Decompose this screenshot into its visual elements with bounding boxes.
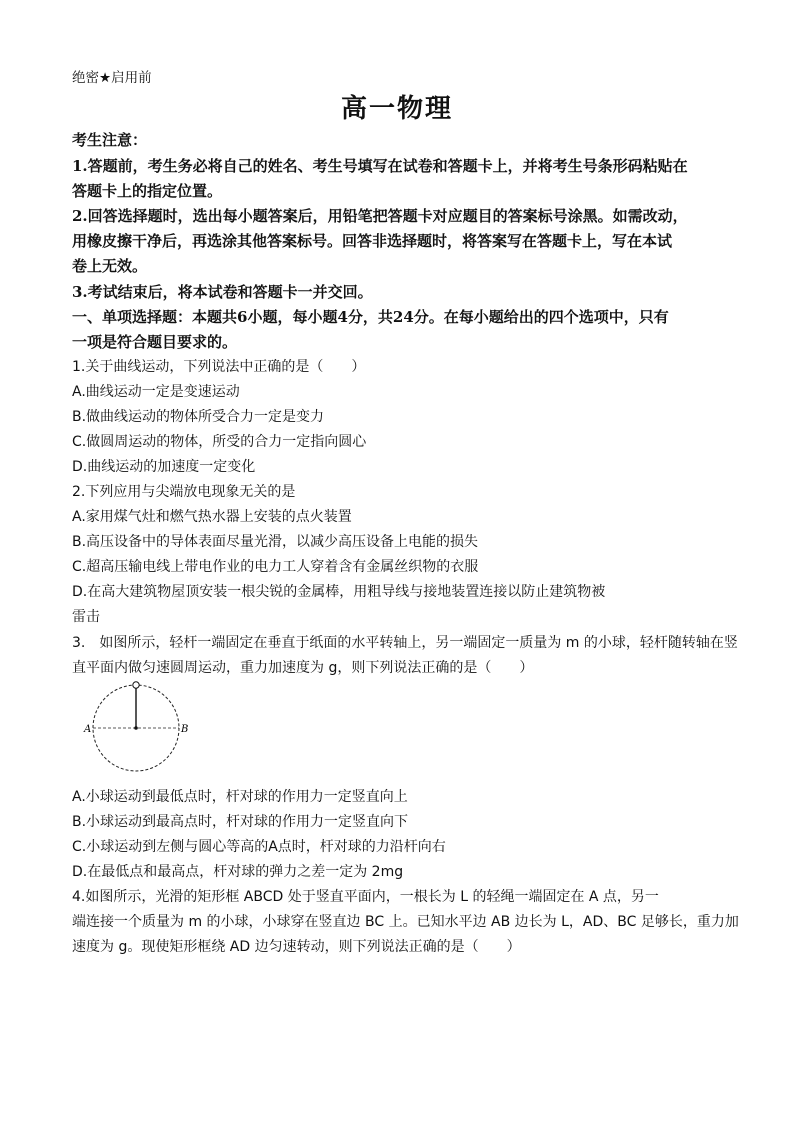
- q2-option-c: C.超高压输电线上带电作业的电力工人穿着含有金属丝织物的衣服: [72, 559, 479, 575]
- q2-option-d-cont: 雷击: [72, 609, 100, 625]
- notice-heading: 考生注意：: [72, 131, 148, 149]
- label-b: B: [181, 724, 189, 735]
- q3-option-d: D.在最低点和最高点，杆对球的弹力之差一定为 2mg: [72, 864, 404, 880]
- confidential-mark: 绝密★启用前: [72, 70, 152, 86]
- notice-2b: 用橡皮擦干净后，再选涂其他答案标号。回答非选择题时，将答案写在答题卡上，写在本试: [72, 232, 673, 250]
- notice-3: 3.考试结束后，将本试卷和答题卡一并交回。: [72, 283, 373, 301]
- notice-1b: 答题卡上的指定位置。: [72, 182, 223, 200]
- q3-stem-1: 3. 如图所示，轻杆一端固定在垂直于纸面的水平转轴上，另一端固定一质量为 m 的小球，轻杆随转轴在竖: [72, 635, 738, 651]
- q4-stem-1: 4.如图所示，光滑的矩形框 ABCD 处于竖直平面内，一根长为 L 的轻绳一端固定在 A 点，另一: [72, 889, 659, 905]
- q3-option-b: B.小球运动到最高点时，杆对球的作用力一定竖直向下: [72, 814, 409, 830]
- q3-circle-figure: [80, 680, 200, 780]
- pivot-axis: [134, 726, 138, 730]
- q2-stem: 2.下列应用与尖端放电现象无关的是: [72, 484, 296, 500]
- label-a: A: [84, 724, 92, 735]
- q3-option-c: C.小球运动到左侧与圆心等高的A点时，杆对球的力沿杆向右: [72, 839, 446, 855]
- q3-option-a: A.小球运动到最低点时，杆对球的作用力一定竖直向上: [72, 789, 408, 805]
- q2-option-a: A.家用煤气灶和燃气热水器上安装的点火装置: [72, 509, 352, 525]
- q4-stem-2: 端连接一个质量为 m 的小球，小球穿在竖直边 BC 上。已知水平边 AB 边长为 L，AD、BC 足够长，重力加: [72, 914, 739, 930]
- page-title: 高一物理: [340, 94, 453, 124]
- q1-option-b: B.做曲线运动的物体所受合力一定是变力: [72, 409, 325, 425]
- q1-option-d: D.曲线运动的加速度一定变化: [72, 459, 256, 475]
- q2-option-b: B.高压设备中的导体表面尽量光滑，以减少高压设备上电能的损失: [72, 534, 479, 550]
- section-1-heading-cont: 一项是符合题目要求的。: [72, 333, 238, 351]
- notice-1a: 1.答题前，考生务必将自己的姓名、考生号填写在试卷和答题卡上，并将考生号条形码粘贴在: [72, 157, 688, 175]
- ball: [133, 682, 139, 688]
- q1-stem: 1.关于曲线运动，下列说法中正确的是（ ）: [72, 359, 366, 375]
- q2-option-d: D.在高大建筑物屋顶安装一根尖锐的金属棒，用粗导线与接地装置连接以防止建筑物被: [72, 584, 606, 600]
- q1-option-a: A.曲线运动一定是变速运动: [72, 384, 240, 400]
- q1-option-c: C.做圆周运动的物体，所受的合力一定指向圆心: [72, 434, 367, 450]
- section-1-heading: 一、单项选择题：本题共6小题，每小题4分，共24分。在每小题给出的四个选项中，只有: [72, 308, 669, 326]
- notice-2c: 卷上无效。: [72, 257, 148, 275]
- q4-stem-3: 速度为 g。现使矩形框绕 AD 边匀速转动，则下列说法正确的是（ ）: [72, 939, 521, 955]
- notice-2a: 2.回答选择题时，选出每小题答案后，用铅笔把答题卡对应题目的答案标号涂黑。如需改动，: [72, 207, 688, 225]
- q3-stem-2: 直平面内做匀速圆周运动，重力加速度为 g，则下列说法正确的是（ ）: [72, 660, 534, 676]
